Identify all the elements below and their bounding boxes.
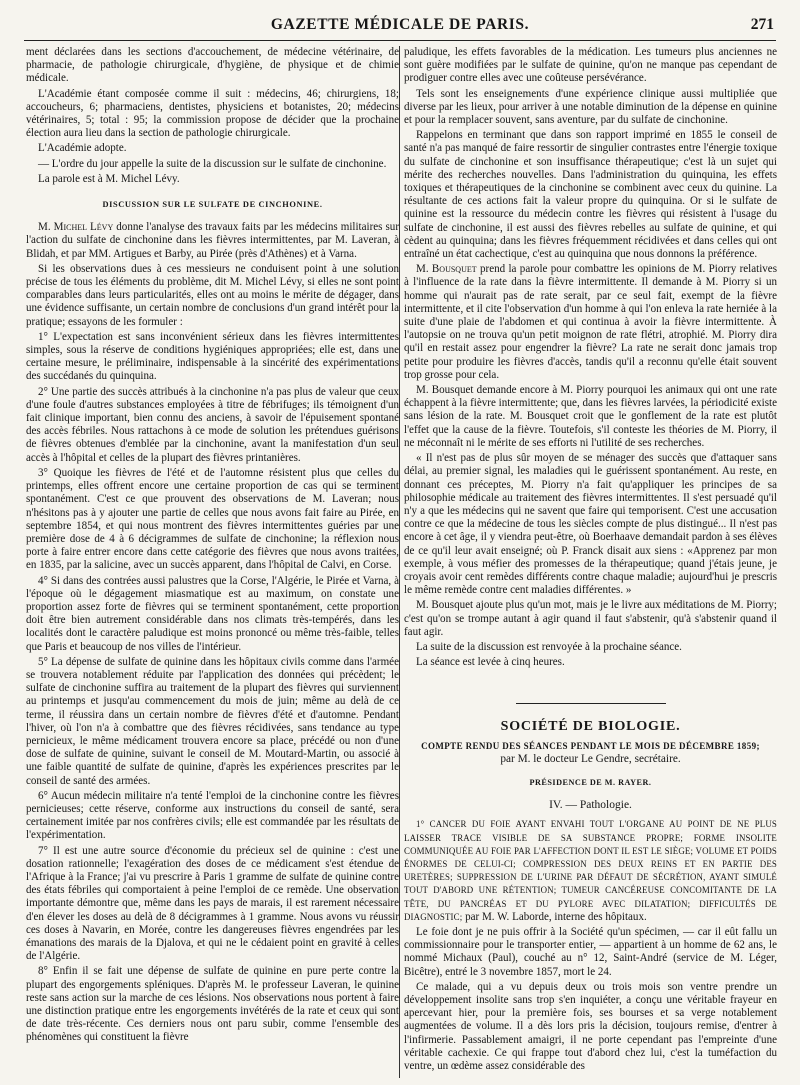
paragraph: 3° Quoique les fièvres de l'été et de l'automne résistent plus que celles du printemps, elles offrent encore une certaine proportion de cas qui se terminent spontanément. C'est ce que prouvent des observations de M. Laveran; nous n'hésitons pas à y ajouter une partie de celles que nous avons fait faire au Pirée, en septembre 1854, et qui nous montrent des fièvres intermittentes guéries par une première dose de 4 à 6 décigrammes de sulfate de cinchonine; la réflexion nous porte à faire entrer encore dans cette catégorie des fièvres que nous avons traitées, en 1835, par la salicine, avec un succès apparent, dans l'hôpital de Calvi, en Corse.: [26, 466, 399, 572]
paragraph: 2° Une partie des succès attribués à la cinchonine n'a pas plus de valeur que ceux d'une foule d'autres substances employées à titre de fébrifuges; ils témoignent d'un fait clinique important, bien connu des anciens, à savoir de l'épuisement spontané des accès fébriles. Nous rattachons à ce mode de solution les prétendues guérisons de fièvres obtenues d'emblée par la cinchonine, avant la manifestation d'un seul accès à l'hôpital et celles de la plupart des fièvres printanières.: [26, 385, 399, 464]
paragraph: paludique, les effets favorables de la médication. Les tumeurs plus anciennes ne sont guère modifiées par le sulfate de quinine, qu'on ne manque pas cependant de prodiguer contre elles avec une coûteuse persévérance.: [404, 46, 777, 85]
section-heading: DISCUSSION SUR LE SULFATE DE CINCHONINE.: [102, 200, 323, 210]
speaker-name: M. Michel Lévy: [38, 221, 114, 234]
paragraph: [404, 263, 777, 382]
paragraph: — L'ordre du jour appelle la suite de la discussion sur le sulfate de cinchonine.: [38, 157, 387, 170]
paragraph: La suite de la discussion est renvoyée à la prochaine séance.: [416, 640, 682, 653]
section-separator: [516, 703, 666, 704]
paragraph: [26, 221, 399, 261]
paragraph: 8° Enfin il se fait une dépense de sulfate de quinine en pure perte contre la plupart des engorgements spléniques. D'après M. le professeur Laveran, le quinine reste sans action sur la marche de ces lésions. Nos observations nous portent à faire une distinction pratique entre les engorgements invétérés de la rate et ceux qui sont de date très-récente. Ces derniers nous ont paru subir, comme l'ensemble des phénomènes qui constituent la fièvre: [26, 965, 399, 1044]
speaker-name: M. Bousquet: [416, 263, 477, 276]
paragraph-text: prend la parole pour combattre les opinions de M. Piorry relatives à l'influence de la rate dans la fièvre intermittente. Il demande à M. Piorry si un homme qui n'aurait pas de rate serait, par ce seul fait, exempt de la fièvre intermittente, et il cite l'observation d'un homme à qui l'on enleva la rate herniée à la suite d'une plaie de l'abdomen et qui continua à avoir la fièvre intermittente. À l'autopsie on ne trouva qu'un petit moignon de rate flétri, atrophié. M. Piorry dira qu'il en restait assez pour engendrer la fièvre? La rate ne serait donc jamais trop petite pour produire les fièvres d'accès, tandis qu'il a reconnu qu'elle était souvent trop grosse pour cela.: [404, 263, 777, 381]
paragraph: « Il n'est pas de plus sûr moyen de se ménager des succès que d'attaquer sans délai, au premier signal, les maladies qui le guérissent spontanément. Au reste, en donnant ces préceptes, M. Piorry n'a fait qu'appliquer les principes de sa philosophie médicale au traitement des fièvres intermittentes. Il s'est persuadé qu'il n'y a que les médecins qui ne savent que faire qui temporisent. C'est une accusation contre ce que la médecine de tous les siècles compte de plus distingué... Il n'est pas encore à cet âge, il y viendra peut-être, où Boerhaave demandait pardon à ses élèves de ce qu'il leur avait enseigné; où P. Franck disait aux siens : «Apprenez par mon exemple, à vous méfier des promesses de la thérapeutique; quand j'étais jeune, je croyais avoir cent remèdes différents contre chaque maladie; aujourd'hui je prescris le même remède contre cent maladies différentes. »: [404, 452, 777, 597]
paragraph: Le foie dont je ne puis offrir à la Société qu'un spécimen, — car il eût fallu un commissionnaire pour le transporter entier, — appartient à un homme de 62 ans, le nommé Michaux (Paul), couché au n° 12, Saint-André (service de M. Léger, Bicêtre), entré le 3 novembre 1857, mort le 24.: [404, 925, 777, 978]
paragraph: ment déclarées dans les sections d'accouchement, de médecine vétérinaire, de pharmacie, de pathologie chirurgicale, d'hygiène, de physique et de chimie médicale.: [26, 46, 399, 85]
paragraph: 4° Si dans des contrées aussi palustres que la Corse, l'Algérie, le Pirée et Varna, à l'époque où le dégagement miasmatique est au maximum, on constate une proportion assez forte de fièvres qui se terminent spontanément, cette proportion doit être bien autrement considérable dans nos climats très-tempérés, dans les localités dont le caractère paludique est moins prononcé ou même très-faible, telles que Paris et beaucoup de nos villes de l'intérieur.: [26, 574, 399, 653]
case-paragraph: [404, 818, 777, 924]
paragraph: M. Bousquet ajoute plus qu'un mot, mais je le livre aux méditations de M. Piorry; c'est qu'on se trompe autant à agir quand il faut s'abstenir, qu'à s'abstenir quand il faut agir.: [404, 599, 777, 638]
society-subtitle: [404, 740, 777, 753]
paragraph-text: donne l'analyse des travaux faits par les médecins militaires sur l'action du sulfate de cinchonine dans les fièvres intermittentes, par M. Laveran, à Blidah, et par MM. Artigues et Barby, au Pirée (près d'Athènes) et à Varna.: [26, 221, 399, 260]
paragraph: Ce malade, qui a vu depuis deux ou trois mois son ventre prendre un développement insolite sans trop s'en inquiéter, a conçu une véritable frayeur en apercevant hier, pour la première fois, ses bourses et sa verge notablement augmentées de volume. Il a dès lors pris la décision, toujours remise, d'entrer à l'infirmerie. Passablement amaigri, il ne porte cependant pas l'empreinte d'une véritable cachexie. Ce qui frappe tout d'abord chez lui, c'est la tuméfaction du ventre, un œdème assez considérable des: [404, 980, 777, 1073]
left-column: [26, 46, 399, 1078]
paragraph: La parole est à M. Michel Lévy.: [38, 172, 180, 185]
paragraph: 7° Il est une autre source d'économie du précieux sel de quinine : c'est une dosation rationnelle; l'exagération des doses de ce médicament s'est étendue de l'Afrique à la France; j'ai vu prescrire à Paris 1 gramme de sulfate de quinine contre des états fébriles qui comportaient à peine l'emploi de ce remède. Une observation importante démontre que, même dans les pays de marais, il est rarement nécessaire d'en élever les doses au delà de 8 décigrammes à 1 gramme. Nous avons vu réussir ces doses à Navarin, en Morée, contre les dangereuses fièvres engendrées par les émanations des marais de la Djalova, et qui ne le cédaient point en gravité à celles de l'Algérie.: [26, 844, 399, 963]
paragraph: 5° La dépense de sulfate de quinine dans les hôpitaux civils comme dans l'armée se trouvera notablement réduite par l'application des données qui précèdent; le sulfate de cinchonine suffira au traitement de la plupart des fièvres qui surviennent au printemps et jusqu'au commencement du mois de juin; même au delà de ce terme, il réussira dans un certain nombre de fièvres d'été et d'automne. Pendant l'hiver, où l'on n'a à combattre que des fièvres récidivées, sans tendance au type pernicieux, le même médicament trouvera encore sa place, précédé ou non d'une dose de sulfate de quinine, suivant le conseil de M. Moutard-Martin, ou associé à une faible quantité de sulfate de quinine, d'après les expériences prescrites par le conseil de santé des armées.: [26, 655, 399, 787]
paragraph: L'Académie étant composée comme il suit : médecins, 46; chirurgiens, 18; accoucheurs, 6; pharmaciens, dentistes, physiciens et botanistes, 20; médecins vétérinaires, 5; total : 95; la commission propose de décider que la prochaine élection aura lieu dans la section de pathologie chirurgicale.: [26, 87, 399, 140]
paragraph: 6° Aucun médecin militaire n'a tenté l'emploi de la cinchonine contre les fièvres pernicieuses; cette réserve, conforme aux instructions du conseil de santé, sera certainement imitée par nos confrères civils; elle est commandée par les résultats de l'expérimentation.: [26, 789, 399, 842]
case-author: par M. W. Laborde, interne des hôpitaux.: [462, 910, 647, 923]
report-heading: COMPTE RENDU DES SÉANCES PENDANT LE MOIS DE DÉCEMBRE 1859;: [421, 740, 760, 751]
paragraph: Si les observations dues à ces messieurs ne conduisent point à une solution précise de tous les éléments du problème, dit M. Michel Lévy, si elles ne sont point comparables dans leurs particularités, elles ont au moins le mérite de dégager, dans une évidence suffisante, un certain nombre de conclusions d'un grand intérêt pour la pratique; essayons de les formuler :: [26, 262, 399, 328]
paragraph: L'Académie adopte.: [38, 142, 127, 155]
case-title: 1° CANCER DU FOIE AYANT ENVAHI TOUT L'ORGANE AU POINT DE NE PLUS LAISSER TRACE VISIBLE DE SA SUBSTANCE PROPRE; FORME INSOLITE COMMUNIQUÉE AU FOIE PAR L'AFFECTION DONT IL EST LE SIÈGE; VOLUME ET POIDS ÉNORMES DE CELUI-CI; COMPRESSION DES DEUX REINS ET EN PARTIE DES URETÈRES; SUPPRESSION DE L'URINE PAR DÉFAUT DE SÉCRÉTION, AYANT SIMULÉ TOUT D'ABORD UNE RÉTENTION; TUMEUR CANCÉREUSE CONCOMITANTE DE LA TÊTE, DU PANCRÉAS ET DU PYLORE AVEC DILATATION; DIFFICULTÉS DE DIAGNOSTIC;: [404, 819, 777, 922]
column-divider: [399, 46, 400, 1078]
paragraph: 1° L'expectation est sans inconvénient sérieux dans les fièvres intermittentes simples, sous la réserve de conditions hygiéniques appropriées; elle est, dans une certaine mesure, le préliminaire, indispensable à la sincérité des expérimentations des succédanés du quinquina.: [26, 330, 399, 383]
paragraph: Rappelons en terminant que dans son rapport imprimé en 1855 le conseil de santé n'a pas manqué de faire ressortir de singulier contrastes entre l'énergie toxique du sulfate de cinchonine et son insuffisance thérapeutique; c'est là un sujet qui mérite des recherches nouvelles. Dans l'administration du quinquina, les effets toxiques et thérapeutiques de la cinchonine se combinent avec ceux du quinine. La résultante de ces actions fait la valeur propre du quinquina. Or si le sulfate de quinine est la ressource du médecin contre les fièvres qui résistent à l'usage du sulfate de cinchonine, il est aussi des fièvres rebelles au sulfate de quinine, et qui cèdent au quinquina; dans les fièvres fréquemment récidivées et dans celles qui ont entraîné un état cachectique, c'est au quinquina que nous donnons la préférence.: [404, 129, 777, 261]
paragraph: M. Bousquet demande encore à M. Piorry pourquoi les animaux qui ont une rate échappent à la fièvre intermittente; que, dans les fièvres larvées, la périodicité existe sans lésion de la rate. M. Bousquet croit que le gonflement de la rate est plutôt l'effet que la cause de la fièvre. Toutefois, s'il conteste les théories de M. Piorry, il ne méconnaît ni le mérite de ses efforts ni l'utilité de ses recherches.: [404, 384, 777, 449]
secretary-line: par M. le docteur Le Gendre, secrétaire.: [500, 752, 681, 765]
journal-title: GAZETTE MÉDICALE DE PARIS.: [270, 16, 530, 33]
right-column: [404, 46, 777, 1078]
paragraph: La séance est levée à cinq heures.: [416, 656, 565, 669]
page-header: [24, 10, 776, 41]
presidency-line: PRÉSIDENCE DE M. RAYER.: [529, 777, 652, 787]
section-title: IV. — Pathologie.: [549, 799, 632, 812]
paragraph: Tels sont les enseignements d'une expérience clinique aussi multipliée que diverse par les lieux, pour arriver à une notable diminution de la dépense en quinine et pour la remplacer souvent, sans aventure, par du sulfate de cinchonine.: [404, 87, 777, 127]
society-title: SOCIÉTÉ DE BIOLOGIE.: [500, 719, 681, 735]
page-number: 271: [750, 16, 774, 33]
